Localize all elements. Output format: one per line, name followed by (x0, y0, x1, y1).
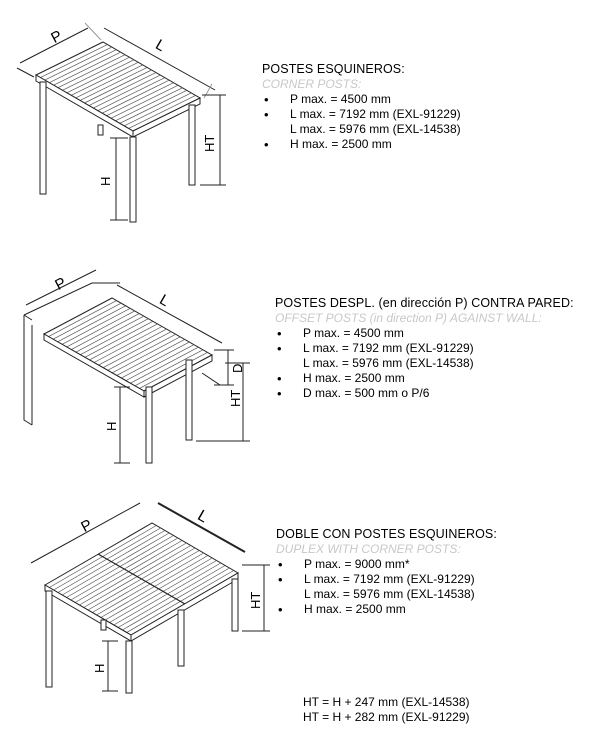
section-subtitle: OFFSET POSTS (in direction P) AGAINST WALL: (275, 311, 542, 325)
spec-item: • H max. = 2500 mm (275, 371, 574, 386)
duplex-posts-spec (276, 527, 497, 617)
dim-label-l: L (152, 36, 169, 56)
dim-label-h: H (98, 176, 113, 186)
ht-formula-line: HT = H + 247 mm (EXL-14538) (303, 695, 470, 709)
spec-item: • H max. = 2500 mm (276, 602, 497, 617)
section-title: POSTES DESPL. (en dirección P) CONTRA PARED: (275, 296, 574, 310)
spec-list (276, 557, 497, 617)
ht-formula-line: HT = H + 282 mm (EXL-91229) (303, 710, 470, 724)
spec-item: • P max. = 9000 mm* (276, 557, 497, 572)
dim-label-h: H (104, 421, 119, 431)
corner-posts-diagram (0, 0, 250, 235)
spec-item: • L max. = 7192 mm (EXL-91229) (275, 341, 574, 356)
spec-item: L max. = 5976 mm (EXL-14538) (290, 122, 461, 136)
dim-label-ht: HT (228, 389, 243, 407)
spec-item: • L max. = 7192 mm (EXL-91229) (262, 107, 461, 122)
dim-label-d: D (230, 363, 245, 373)
dim-label-ht: HT (248, 591, 263, 609)
duplex-posts-diagram (0, 495, 270, 700)
spec-item: • H max. = 2500 mm (262, 137, 461, 152)
spec-list (275, 326, 574, 401)
spec-item: • D max. = 500 mm o P/6 (275, 386, 574, 401)
spec-list (262, 92, 461, 152)
ht-formulas (303, 695, 470, 725)
dim-label-l: L (194, 507, 211, 527)
dim-label-p: P (78, 516, 96, 536)
dim-label-p: P (48, 27, 66, 47)
section-subtitle: DUPLEX WITH CORNER POSTS: (276, 542, 461, 556)
spec-item: • P max. = 4500 mm (262, 92, 461, 107)
dim-label-h: H (92, 663, 107, 673)
offset-posts-diagram (0, 255, 265, 470)
section-title: POSTES ESQUINEROS: (262, 62, 405, 76)
dim-label-ht: HT (202, 134, 217, 152)
spec-item: L max. = 5976 mm (EXL-14538) (304, 587, 475, 601)
corner-posts-spec (262, 62, 461, 152)
spec-item: • L max. = 7192 mm (EXL-91229) (276, 572, 497, 587)
dim-label-p: P (52, 274, 70, 294)
spec-item: L max. = 5976 mm (EXL-14538) (303, 356, 474, 370)
section-subtitle: CORNER POSTS: (262, 77, 362, 91)
dim-label-l: L (156, 291, 173, 311)
section-title: DOBLE CON POSTES ESQUINEROS: (276, 527, 497, 541)
offset-posts-spec (275, 296, 574, 401)
spec-item: • P max. = 4500 mm (275, 326, 574, 341)
